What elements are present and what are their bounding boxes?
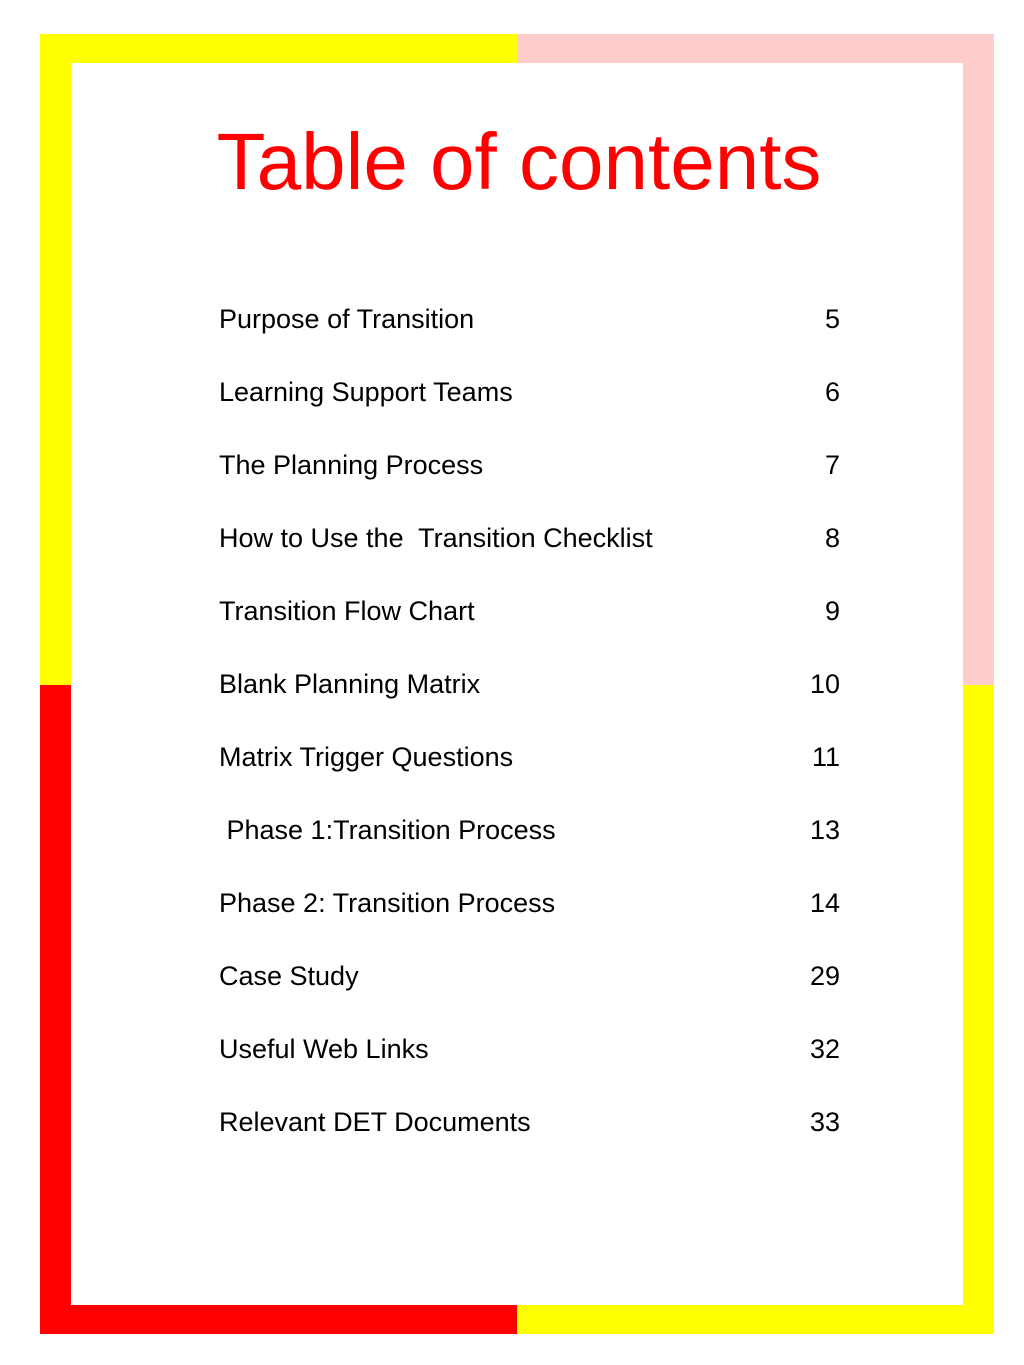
toc-entry-page: 6 xyxy=(824,377,840,407)
page-title: Table of contents xyxy=(216,117,822,206)
toc-entry-page: 14 xyxy=(809,888,840,918)
frame-bottom-right-segment xyxy=(517,1305,994,1334)
toc-entry-page: 13 xyxy=(809,815,840,845)
toc-entry[interactable] xyxy=(219,1086,840,1159)
frame-top-left-segment xyxy=(40,34,517,63)
toc-entry-title: Blank Planning Matrix xyxy=(219,669,481,699)
toc-entry-title: Purpose of Transition xyxy=(219,304,475,334)
frame-right-lower-segment xyxy=(963,685,994,1334)
toc-entry-title: Relevant DET Documents xyxy=(219,1107,531,1137)
toc-entry-title: Matrix Trigger Questions xyxy=(219,742,514,772)
toc-entry-title: Phase 1:Transition Process xyxy=(219,815,556,845)
toc-entry[interactable] xyxy=(219,356,840,429)
toc-entry[interactable] xyxy=(219,1013,840,1086)
toc-entry[interactable] xyxy=(219,502,840,575)
toc-entry[interactable] xyxy=(219,867,840,940)
toc-entry-page: 29 xyxy=(809,961,840,991)
toc-entry-page: 32 xyxy=(809,1034,840,1064)
toc-entry-title: How to Use the Transition Checklist xyxy=(219,523,653,553)
toc-entry-title: Phase 2: Transition Process xyxy=(219,888,556,918)
toc-entry-title: Transition Flow Chart xyxy=(219,596,475,626)
frame-top-right-segment xyxy=(517,34,994,63)
toc-entry-page: 8 xyxy=(824,523,840,553)
toc-entry[interactable] xyxy=(219,429,840,502)
toc-entry-page: 11 xyxy=(811,742,840,772)
toc-entry[interactable] xyxy=(219,794,840,867)
toc-entry-page: 33 xyxy=(809,1107,840,1137)
toc-entry-title: Case Study xyxy=(219,961,359,991)
toc-entry[interactable] xyxy=(219,721,840,794)
toc-entry[interactable] xyxy=(219,940,840,1013)
toc-entry[interactable] xyxy=(219,283,840,356)
toc-entry-page: 9 xyxy=(824,596,840,626)
toc-list xyxy=(219,283,840,1159)
toc-entry-title: Useful Web Links xyxy=(219,1034,429,1064)
toc-entry-page: 7 xyxy=(824,450,840,480)
toc-entry[interactable] xyxy=(219,648,840,721)
toc-entry-title: The Planning Process xyxy=(219,450,484,480)
frame-left-lower-segment xyxy=(40,685,71,1334)
toc-entry-page: 5 xyxy=(824,304,840,334)
frame-bottom-left-segment xyxy=(40,1305,517,1334)
toc-entry-title: Learning Support Teams xyxy=(219,377,513,407)
toc-entry[interactable] xyxy=(219,575,840,648)
toc-entry-page: 10 xyxy=(809,669,840,699)
